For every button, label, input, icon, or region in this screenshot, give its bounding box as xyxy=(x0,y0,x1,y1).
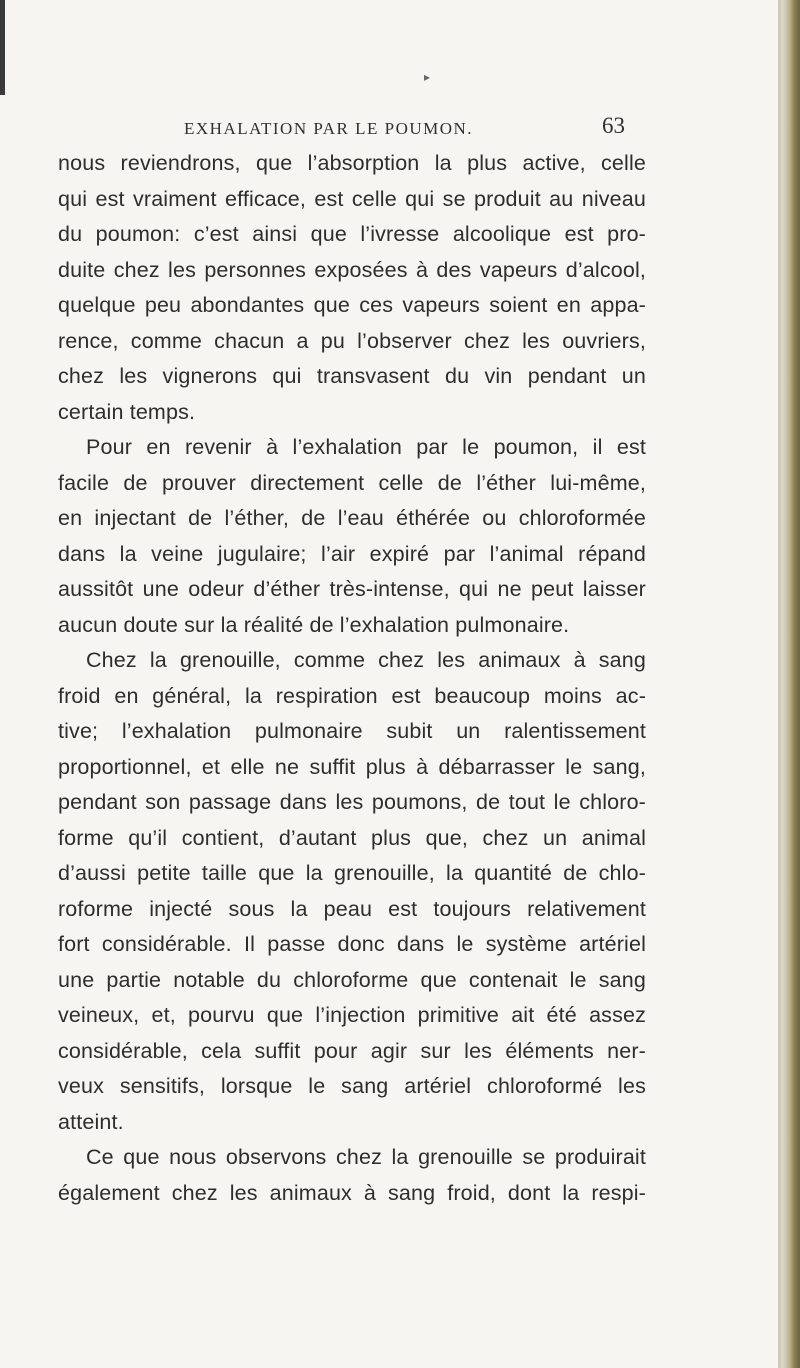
text-line: froid en général, la respiration est beaucoup moins ac- xyxy=(58,683,646,708)
paragraph-first-line: Pour en revenir à l’exhalation par le poumon, il est xyxy=(86,435,646,459)
text-line: fort considérable. Il passe donc dans le système artériel xyxy=(58,932,646,956)
text-line: atteint. xyxy=(58,1109,124,1134)
text-line: duite chez les personnes exposées à des vapeurs d’alcool, xyxy=(58,257,646,282)
printer-mark: ▸ xyxy=(424,70,431,84)
text-line: veux sensitifs, lorsque le sang artériel chloroformé les xyxy=(58,1074,646,1098)
text-line: également chez les animaux à sang froid, dont la respi- xyxy=(58,1180,646,1205)
page-edge-rule xyxy=(0,0,5,95)
text-line: certain temps. xyxy=(58,399,196,424)
text-line: en injectant de l’éther, de l’eau éthérée ou chloroformée xyxy=(58,506,646,530)
text-line: d’aussi petite taille que la grenouille, la quantité de chlo- xyxy=(58,861,646,885)
text-line: considérable, cela suffit pour agir sur les éléments ner- xyxy=(58,1038,646,1063)
text-line: du poumon: c’est ainsi que l’ivresse alcoolique est pro- xyxy=(58,222,646,246)
page-header xyxy=(184,113,624,143)
text-line: nous reviendrons, que l’absorption la plus active, celle xyxy=(58,151,646,175)
paragraph-first-line: Ce que nous observons chez la grenouille se produirait xyxy=(86,1145,646,1169)
text-line: quelque peu abondantes que ces vapeurs soient en appa- xyxy=(58,293,646,317)
text-line: forme qu’il contient, d’autant plus que, chez un animal xyxy=(58,825,646,850)
text-line: dans la veine jugulaire; l’air expiré par l’animal répand xyxy=(58,541,646,566)
text-line: tive; l’exhalation pulmonaire subit un ralentissement xyxy=(58,719,646,743)
text-line: qui est vraiment efficace, est celle qui se produit au niveau xyxy=(58,186,646,211)
text-line: rence, comme chacun a pu l’observer chez les ouvriers, xyxy=(58,328,646,353)
text-line: une partie notable du chloroforme que contenait le sang xyxy=(58,967,646,992)
binding-edge xyxy=(778,0,800,1368)
text-line: veineux, et, pourvu que l’injection primitive ait été assez xyxy=(58,1003,646,1027)
text-line: facile de prouver directement celle de l’éther lui-même, xyxy=(58,470,646,495)
text-line: aussitôt une odeur d’éther très-intense, qui ne peut laisser xyxy=(58,577,646,601)
page-number: 63 xyxy=(602,113,625,138)
body-text xyxy=(58,146,646,1211)
text-line: aucun doute sur la réalité de l’exhalation pulmonaire. xyxy=(58,612,570,637)
running-title: EXHALATION PAR LE POUMON. xyxy=(184,119,474,138)
text-line: roforme injecté sous la peau est toujours relativement xyxy=(58,896,646,921)
text-line: pendant son passage dans les poumons, de tout le chloro- xyxy=(58,790,646,814)
text-line: chez les vignerons qui transvasent du vin pendant un xyxy=(58,364,646,388)
paragraph-first-line: Chez la grenouille, comme chez les animaux à sang xyxy=(86,648,646,672)
text-line: proportionnel, et elle ne suffit plus à débarrasser le sang, xyxy=(58,754,646,779)
